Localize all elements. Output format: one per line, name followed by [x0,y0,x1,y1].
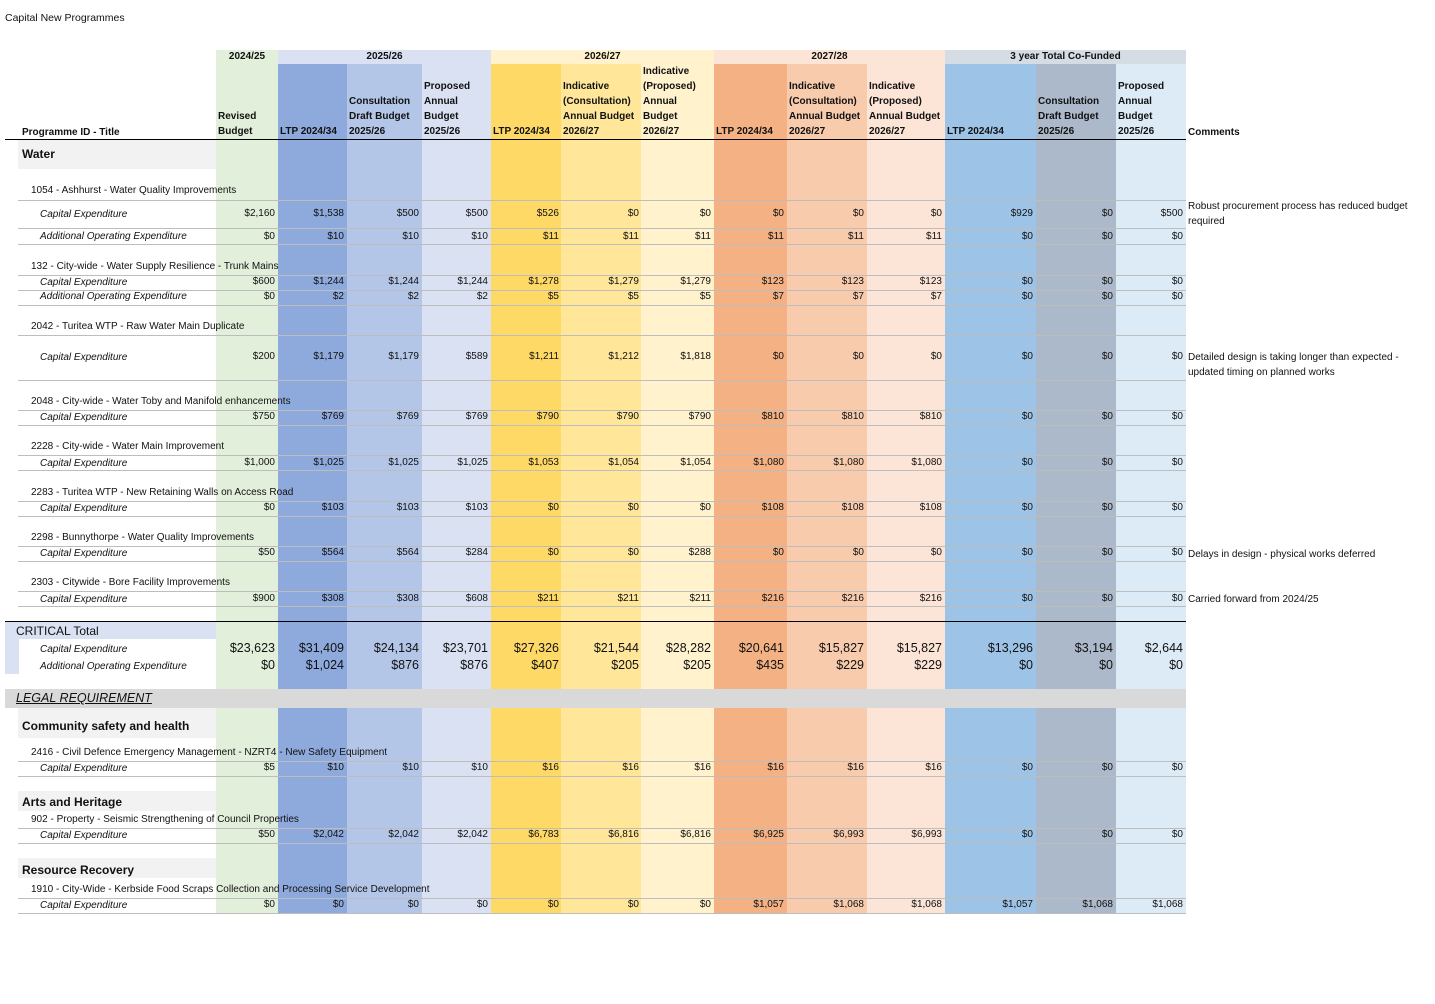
capex-value: $6,783 [528,829,559,840]
column-header: Indicative (Consultation) Annual Budget 2026/27 [563,81,635,137]
capex-value: $0 [930,547,942,558]
capex-value: $769 [321,411,344,422]
opex-label: Additional Operating Expenditure [40,291,187,302]
capex-label: Capital Expenditure [40,277,128,288]
capex-value: $0 [1101,829,1113,840]
capex-value: $1,538 [313,208,344,219]
row-divider [18,913,1186,914]
capex-value: $900 [252,593,275,604]
capex-value: $0 [1101,351,1113,362]
capex-value: $10 [402,762,419,773]
opex-value: $0 [1171,291,1183,302]
capex-value: $0 [699,502,711,513]
row-divider [18,455,1186,456]
total-opex-value: $229 [914,658,942,672]
opex-value: $0 [1171,231,1183,242]
capex-value: $16 [925,762,942,773]
capex-value: $810 [841,411,864,422]
capex-value: $0 [1101,276,1113,287]
capex-value: $211 [537,593,559,604]
column-header: Consultation Draft Budget 2025/26 [349,96,411,137]
programme-comment: Delays in design - physical works deferred [1188,549,1376,560]
legal-band [5,689,1186,708]
capex-value: $0 [1021,762,1033,773]
capex-value: $216 [919,593,942,604]
capex-value: $526 [536,208,559,219]
opex-value: $0 [1021,291,1033,302]
capex-value: $0 [772,547,784,558]
total-capex-value: $20,641 [738,641,784,655]
year-group-header: 3 year Total Co-Funded [945,50,1186,64]
capex-value: $0 [772,208,784,219]
capex-value: $1,068 [1152,899,1183,910]
capex-value: $608 [465,593,488,604]
capex-value: $0 [407,899,419,910]
capex-value: $103 [321,502,344,513]
column-stripe [422,64,491,914]
capex-value: $211 [617,593,639,604]
capex-value: $10 [471,762,488,773]
total-opex-value: $876 [460,658,488,672]
column-header: Indicative (Consultation) Annual Budget 2026/27 [789,81,861,137]
capex-label: Capital Expenditure [40,412,128,423]
capex-value: $0 [547,899,559,910]
capex-value: $0 [699,208,711,219]
opex-value: $10 [471,231,488,242]
programme-title: 1054 - Ashhurst - Water Quality Improvements [31,185,237,196]
capex-value: $769 [396,411,419,422]
column-header: LTP 2024/34 [493,126,550,137]
capex-value: $0 [547,502,559,513]
capex-value: $1,279 [608,276,639,287]
total-opex-value: $205 [611,658,639,672]
total-capex-value: $24,134 [373,641,419,655]
capex-label: Capital Expenditure [40,763,128,774]
column-stripe [347,64,422,914]
column-header: Indicative (Proposed) Annual Budget 2026/27 [869,81,941,137]
column-stripe [867,64,945,914]
programme-title: 1910 - City-Wide - Kerbside Food Scraps Collection and Processing Service Development [31,884,430,895]
row-divider [18,898,1186,899]
row-divider [18,501,1186,502]
capex-value: $564 [321,547,344,558]
capex-value: $288 [688,547,711,558]
row-divider [18,380,1186,381]
opex-value: $5 [627,291,639,302]
year-group-header: 2026/27 [491,50,714,64]
capex-value: $1,080 [753,457,784,468]
row-divider [18,410,1186,411]
total-opex-value: $435 [756,658,784,672]
row-divider [18,200,1186,201]
capex-value: $769 [465,411,488,422]
capex-value: $1,080 [911,457,942,468]
capex-value: $108 [761,502,784,513]
row-divider [18,335,1186,336]
capex-value: $1,244 [457,276,488,287]
capex-value: $2,042 [388,829,419,840]
capex-value: $1,179 [388,351,419,362]
capex-value: $1,057 [753,899,784,910]
programme-title: 132 - City-wide - Water Supply Resilience - Trunk Mains [31,261,279,272]
capex-label: Capital Expenditure [40,458,128,469]
capex-value: $0 [930,351,942,362]
opex-value: $7 [930,291,942,302]
capex-label: Capital Expenditure [40,900,128,911]
capex-value: $0 [476,899,488,910]
capex-value: $1,000 [244,457,275,468]
capex-label: Capital Expenditure [40,352,128,363]
programme-title: 902 - Property - Seismic Strengthening of Council Properties [31,814,299,825]
total-opex-value: $1,024 [305,658,344,672]
capex-value: $216 [841,593,864,604]
capex-value: $1,179 [313,351,344,362]
opex-value: $11 [623,231,639,242]
capex-value: $16 [542,762,559,773]
capex-value: $0 [852,208,864,219]
capex-value: $1,054 [608,457,639,468]
year-group-header: 2024/25 [216,50,278,64]
capex-value: $6,993 [833,829,864,840]
row-divider [18,546,1186,547]
capex-value: $500 [396,208,419,219]
opex-value: $2 [407,291,419,302]
total-capex-value: $2,644 [1144,641,1183,655]
capex-value: $0 [1171,829,1183,840]
capex-value: $500 [1160,208,1183,219]
capex-value: $0 [1021,593,1033,604]
total-opex-value: $205 [683,658,711,672]
capex-value: $16 [847,762,864,773]
capex-value: $0 [1021,502,1033,513]
row-divider [18,470,1186,471]
critical-total-label: CRITICAL Total [16,624,99,638]
capex-label: Capital Expenditure [40,594,128,605]
total-capex-value: $15,827 [818,641,864,655]
capex-value: $123 [841,276,864,287]
capex-value: $0 [1171,276,1183,287]
capex-value: $0 [1021,547,1033,558]
capex-value: $0 [1171,762,1183,773]
capex-value: $790 [688,411,711,422]
capex-value: $108 [841,502,864,513]
capex-value: $0 [772,351,784,362]
capex-value: $1,080 [833,457,864,468]
capex-value: $6,925 [753,829,784,840]
capex-value: $0 [1021,276,1033,287]
opex-value: $11 [768,231,784,242]
row-divider [18,606,1186,607]
opex-value: $0 [1021,231,1033,242]
page-title: Capital New Programmes [5,12,125,24]
capex-value: $1,025 [388,457,419,468]
capex-value: $0 [1101,208,1113,219]
capex-value: $0 [1021,829,1033,840]
capex-value: $6,816 [608,829,639,840]
opex-value: $5 [547,291,559,302]
total-opex-value: $0 [1019,658,1033,672]
capex-value: $0 [1171,547,1183,558]
opex-value: $0 [1101,231,1113,242]
capex-value: $1,068 [1082,899,1113,910]
capex-value: $1,053 [528,457,559,468]
capex-value: $790 [536,411,559,422]
opex-value: $0 [1101,291,1113,302]
capex-value: $108 [919,502,942,513]
capex-value: $123 [761,276,784,287]
row-divider [18,516,1186,517]
capex-value: $0 [1171,457,1183,468]
total-opex-value: $0 [1099,658,1113,672]
column-stripe [561,64,642,914]
column-stripe [714,64,787,914]
opex-value: $2 [476,291,488,302]
column-header: Consultation Draft Budget 2025/26 [1038,96,1100,137]
opex-value: $11 [848,231,864,242]
opex-value: $0 [263,291,275,302]
capex-value: $0 [1171,351,1183,362]
capex-value: $810 [761,411,784,422]
capex-value: $1,244 [313,276,344,287]
capex-value: $50 [258,829,275,840]
capex-value: $0 [930,208,942,219]
row-divider [18,228,1186,229]
column-header: Proposed Annual Budget 2025/26 [1118,81,1165,137]
opex-value: $2 [332,291,344,302]
capex-value: $1,211 [529,351,559,362]
capex-value: $0 [627,502,639,513]
capex-label: Capital Expenditure [40,503,128,514]
capex-value: $790 [616,411,639,422]
total-opex-value: $876 [391,658,419,672]
capex-value: $0 [1101,502,1113,513]
total-opex-value: $0 [1169,658,1183,672]
programme-comment: Carried forward from 2024/25 [1188,594,1319,605]
opex-value: $0 [263,231,275,242]
capex-value: $216 [761,593,784,604]
programme-comment: Detailed design is taking longer than expected - updated timing on planned works [1188,352,1399,378]
total-capex-value: $21,544 [593,641,639,655]
capex-value: $6,993 [911,829,942,840]
comments-column-header: Comments [1188,127,1240,138]
column-stripe [491,64,562,914]
capex-value: $16 [694,762,711,773]
programme-title: 2048 - City-wide - Water Toby and Manifold enhancements [31,396,291,407]
programme-title: 2283 - Turitea WTP - New Retaining Walls on Access Road [31,487,294,498]
section-title-arts-heritage: Arts and Heritage [22,795,123,809]
capex-value: $1,068 [833,899,864,910]
capex-value: $750 [252,411,275,422]
column-header: LTP 2024/34 [280,126,337,137]
capex-value: $564 [396,547,419,558]
capex-value: $1,054 [680,457,711,468]
row-divider [18,828,1186,829]
capex-value: $0 [1101,457,1113,468]
opex-value: $11 [695,231,711,242]
row-divider [18,591,1186,592]
capex-label: Capital Expenditure [40,548,128,559]
opex-label: Additional Operating Expenditure [40,661,187,672]
capex-value: $0 [1021,411,1033,422]
programme-title: 2298 - Bunnythorpe - Water Quality Improvements [31,532,255,543]
capex-value: $10 [327,762,344,773]
total-opex-value: $0 [261,658,275,672]
capex-value: $810 [919,411,942,422]
capex-value: $1,278 [528,276,559,287]
column-header: Indicative (Proposed) Annual Budget 2026/27 [643,66,696,137]
capex-value: $0 [627,547,639,558]
row-divider [18,244,1186,245]
capex-value: $0 [1171,502,1183,513]
capex-value: $308 [396,593,419,604]
column-header: LTP 2024/34 [716,126,773,137]
capex-value: $0 [547,547,559,558]
column-stripe [641,64,714,914]
column-header: LTP 2024/34 [947,126,1004,137]
capex-value: $50 [258,547,275,558]
row-divider [18,425,1186,426]
column-stripe [1116,64,1186,914]
opex-value: $11 [543,231,559,242]
capex-value: $0 [1101,411,1113,422]
capex-value: $103 [396,502,419,513]
capex-value: $16 [622,762,639,773]
capex-value: $1,057 [1002,899,1033,910]
capex-value: $0 [263,899,275,910]
capex-value: $0 [627,208,639,219]
capex-value: $308 [321,593,344,604]
capex-value: $929 [1010,208,1033,219]
column-stripe [945,64,1036,914]
capex-value: $1,212 [608,351,639,362]
capex-value: $1,068 [911,899,942,910]
column-stripe [1036,64,1116,914]
capex-value: $211 [689,593,711,604]
capex-value: $0 [852,547,864,558]
capex-value: $1,279 [680,276,711,287]
capex-value: $1,025 [457,457,488,468]
programme-title: 2042 - Turitea WTP - Raw Water Main Duplicate [31,321,245,332]
capex-value: $0 [1171,593,1183,604]
opex-value: $11 [926,231,942,242]
row-divider [18,843,1186,844]
capex-value: $0 [1021,351,1033,362]
capex-value: $103 [465,502,488,513]
section-title-water: Water [22,147,55,161]
capex-value: $0 [1101,593,1113,604]
programme-column-header: Programme ID - Title [22,127,120,138]
capex-value: $2,160 [244,208,275,219]
capex-value: $6,816 [680,829,711,840]
capex-value: $600 [252,276,275,287]
programme-comment: Robust procurement process has reduced budget required [1188,201,1408,227]
capex-value: $123 [919,276,942,287]
total-opex-value: $407 [531,658,559,672]
capex-value: $0 [627,899,639,910]
capex-value: $5 [263,762,275,773]
year-group-header: 2027/28 [714,50,945,64]
capex-value: $589 [465,351,488,362]
capex-value: $500 [465,208,488,219]
opex-value: $10 [327,231,344,242]
capex-value: $16 [767,762,784,773]
year-group-header: 2025/26 [278,50,491,64]
programme-title: 2303 - Citywide - Bore Facility Improvements [31,577,230,588]
opex-value: $5 [699,291,711,302]
total-capex-value: $13,296 [987,641,1033,655]
opex-label: Additional Operating Expenditure [40,231,187,242]
capex-value: $0 [1101,547,1113,558]
total-capex-value: $28,282 [665,641,711,655]
row-divider [18,761,1186,762]
column-header: Proposed Annual Budget 2025/26 [424,81,471,137]
capex-value: $1,244 [388,276,419,287]
total-capex-value: $23,623 [229,641,275,655]
row-divider [18,290,1186,291]
capex-value: $0 [1101,762,1113,773]
critical-total-side [5,639,19,674]
capex-value: $0 [1171,411,1183,422]
capex-label: Capital Expenditure [40,830,128,841]
legal-requirement-label: LEGAL REQUIREMENT [16,691,152,705]
opex-value: $7 [852,291,864,302]
column-stripe [787,64,867,914]
column-header: Revised Budget [218,111,257,137]
capex-value: $2,042 [457,829,488,840]
section-title-community-safety: Community safety and health [22,719,190,733]
capex-value: $0 [699,899,711,910]
capex-value: $284 [465,547,488,558]
capex-value: $1,818 [680,351,711,362]
total-capex-value: $3,194 [1074,641,1113,655]
capex-value: $1,025 [313,457,344,468]
capex-label: Capital Expenditure [40,209,128,220]
capex-value: $2,042 [313,829,344,840]
programme-title: 2228 - City-wide - Water Main Improvement [31,441,225,452]
capex-value: $200 [252,351,275,362]
opex-value: $7 [772,291,784,302]
capex-value: $0 [263,502,275,513]
total-capex-value: $31,409 [298,641,344,655]
capex-value: $0 [1021,457,1033,468]
row-divider [18,275,1186,276]
programme-title: 2416 - Civil Defence Emergency Management - NZRT4 - New Safety Equipment [31,747,388,758]
row-divider [18,561,1186,562]
row-divider [18,305,1186,306]
capex-value: $0 [852,351,864,362]
row-divider [18,776,1186,777]
total-opex-value: $229 [836,658,864,672]
capex-value: $0 [332,899,344,910]
total-capex-value: $27,326 [513,641,559,655]
section-title-resource-recovery: Resource Recovery [22,863,135,877]
total-capex-value: $23,701 [442,641,488,655]
opex-value: $10 [402,231,419,242]
capex-label: Capital Expenditure [40,644,128,655]
total-capex-value: $15,827 [896,641,942,655]
